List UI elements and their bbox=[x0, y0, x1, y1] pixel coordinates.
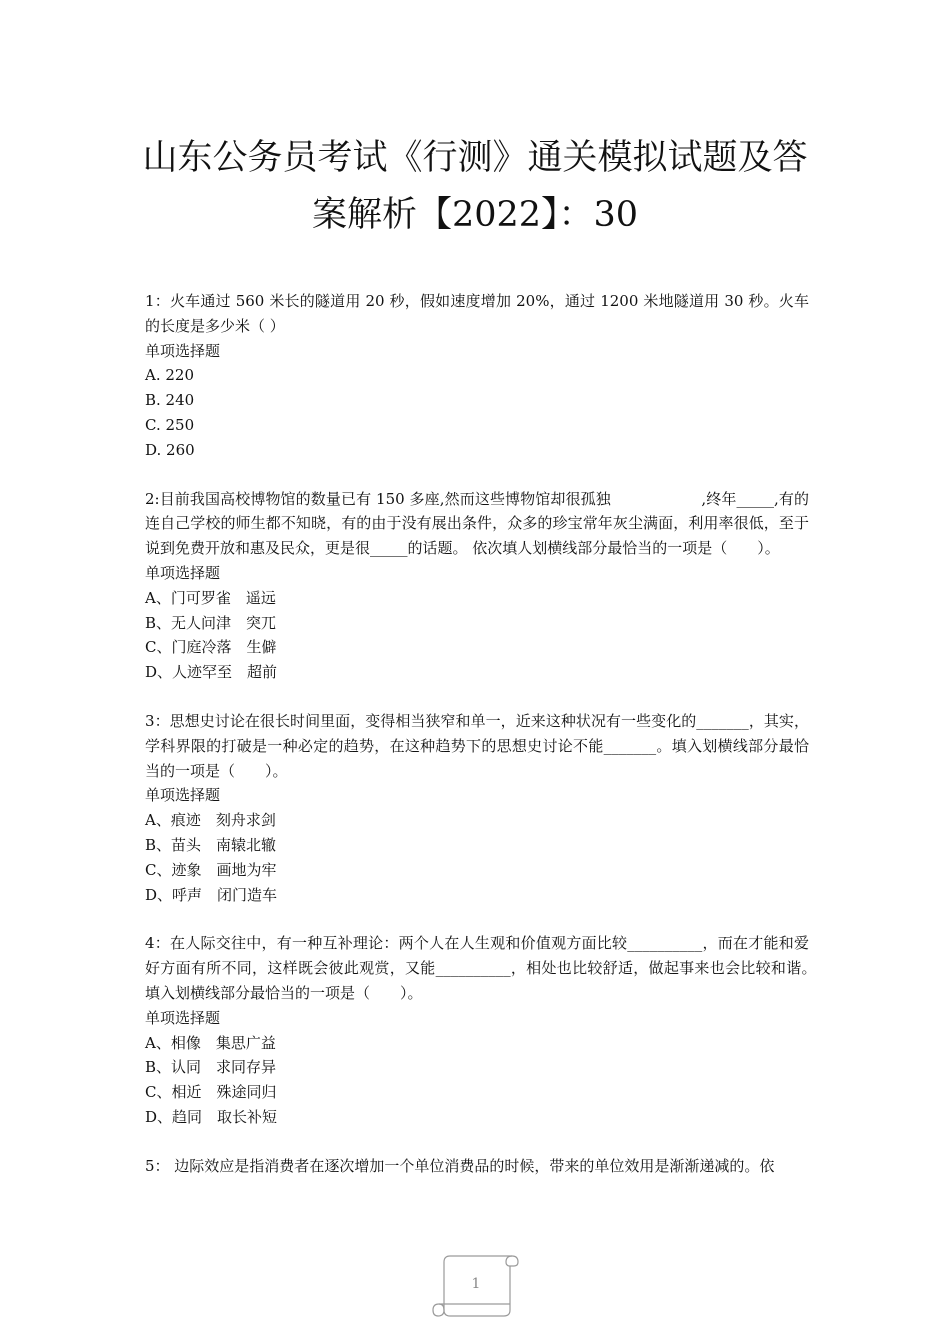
question-list bbox=[145, 289, 825, 1203]
option-d: D、呼声 闭门造车 bbox=[145, 885, 278, 904]
option-d: D、人迹罕至 超前 bbox=[145, 663, 278, 682]
page-title bbox=[100, 130, 850, 244]
question-type: 单项选择题 bbox=[145, 1008, 221, 1027]
question-type: 单项选择题 bbox=[145, 786, 221, 805]
option-c: C、迹象 画地为牢 bbox=[145, 860, 277, 879]
option-d: D. 260 bbox=[145, 440, 195, 459]
page-number: 1 bbox=[471, 1276, 481, 1292]
question-text: 4：在人际交往中，有一种互补理论：两个人在人生观和价值观方面比较__________，而在才能和爱好方面有所不同，这样既会彼此观赏，又能__________，相处也比较舒适，做起事来也会比较和谐。 填入划横线部分最恰当的一项是（ ）。 bbox=[145, 934, 825, 1002]
option-a: A、相像 集思广益 bbox=[145, 1033, 276, 1052]
option-a: A. 220 bbox=[145, 366, 194, 385]
question-text: 5： 边际效应是指消费者在逐次增加一个单位消费品的时候，带来的单位效用是渐渐递减的。依 bbox=[145, 1156, 775, 1175]
option-a: A、痕迹 刻舟求剑 bbox=[145, 811, 276, 830]
question-text: 1：火车通过 560 米长的隧道用 20 秒，假如速度增加 20%，通过 1200 米地隧道用 30 秒。火车的长度是多少米（ ） bbox=[145, 292, 809, 335]
option-b: B、苗头 南辕北辙 bbox=[145, 835, 277, 854]
option-c: C. 250 bbox=[145, 415, 195, 434]
option-d: D、趋同 取长补短 bbox=[145, 1107, 278, 1126]
page-number-badge bbox=[430, 1252, 522, 1322]
question-4 bbox=[145, 931, 825, 1129]
question-text: 2:目前我国高校博物馆的数量已有 150 多座,然而这些博物馆却很孤独 ,终年_____,有的连自己学校的师生都不知晓，有的由于没有展出条件，众多的珍宝常年灰尘满面，利用率很低，至于说到免费开放和惠及民众，更是很_____的话题。 依次填人划横线部分最恰当的一项是（ ）。 bbox=[145, 489, 809, 558]
question-type: 单项选择题 bbox=[145, 563, 221, 582]
option-a: A、门可罗雀 遥远 bbox=[145, 588, 276, 607]
option-c: C、相近 殊途同归 bbox=[145, 1083, 277, 1102]
title-line-2: 案解析【2022】：30 bbox=[311, 195, 639, 235]
question-3 bbox=[145, 709, 809, 907]
question-5 bbox=[145, 1154, 809, 1179]
option-b: B、无人问津 突兀 bbox=[145, 613, 277, 632]
question-text: 3：思想史讨论在很长时间里面，变得相当狭窄和单一，近来这种状况有一些变化的_______，其实，学科界限的打破是一种必定的趋势，在这种趋势下的思想史讨论不能_______。填入划横线部分最恰当的一项是（ ）。 bbox=[145, 711, 809, 780]
title-line-1: 山东公务员考试《行测》通关模拟试题及答 bbox=[142, 138, 808, 178]
question-type: 单项选择题 bbox=[145, 341, 221, 360]
option-b: B. 240 bbox=[145, 391, 195, 410]
question-2 bbox=[145, 487, 809, 685]
question-1 bbox=[145, 289, 809, 463]
option-c: C、门庭冷落 生僻 bbox=[145, 638, 277, 657]
option-b: B、认同 求同存异 bbox=[145, 1058, 277, 1077]
